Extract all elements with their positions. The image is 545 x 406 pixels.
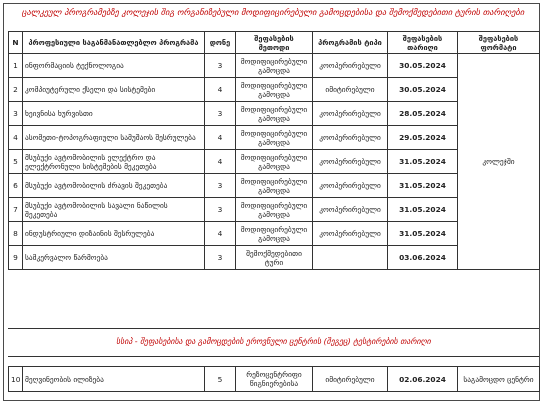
header-program: პროფესიული საგანმანათლებლო პროგრამა <box>23 32 205 54</box>
row-program: მსუბუქი ავტომობილის სავალი ნაწილის შეკეთება <box>23 198 205 222</box>
row-program: მსუბუქი ავტომობილის ძრავის შეკეთება <box>23 174 205 198</box>
table-header-row <box>9 32 540 54</box>
row-num: 9 <box>9 246 23 270</box>
row-credits: 3 <box>205 102 236 126</box>
row-num: 8 <box>9 222 23 246</box>
row-date: 30.05.2024 <box>388 78 458 102</box>
row-program: ხეივნისა ხურვისთი <box>23 102 205 126</box>
row-type: კოოპერირებული <box>313 102 388 126</box>
row-num: 7 <box>9 198 23 222</box>
header-format: შეფასების ფორმატი <box>458 32 540 54</box>
row-method: მოდიფიცირებული გამოცდა <box>236 198 313 222</box>
row-method: მოდიფიცირებული გამოცდა <box>236 126 313 150</box>
row-date: 30.05.2024 <box>388 54 458 78</box>
row-date: 28.05.2024 <box>388 102 458 126</box>
schedule-table-2 <box>8 366 540 392</box>
header-method: შეფასების მეთოდი <box>236 32 313 54</box>
row-type <box>313 246 388 270</box>
row-credits: 4 <box>205 222 236 246</box>
row-type: კოოპერირებული <box>313 198 388 222</box>
row-type: კოოპერირებული <box>313 126 388 150</box>
row-credits: 4 <box>205 150 236 174</box>
row-date: 31.05.2024 <box>388 150 458 174</box>
row-date: 03.06.2024 <box>388 246 458 270</box>
table-row <box>9 54 540 78</box>
section-divider <box>8 356 539 357</box>
section-divider <box>8 328 539 329</box>
row-method: მოდიფიცირებული გამოცდა <box>236 78 313 102</box>
header-date: შეფასების თარიღი <box>388 32 458 54</box>
row-method: მოდიფიცირებული გამოცდა <box>236 150 313 174</box>
row-method: მოდიფიცირებული გამოცდა <box>236 54 313 78</box>
row-num: 4 <box>9 126 23 150</box>
row-num: 10 <box>9 367 23 392</box>
row-type: კოოპერირებული <box>313 54 388 78</box>
row-credits: 3 <box>205 174 236 198</box>
row-type: კოოპერირებული <box>313 222 388 246</box>
row-credits: 4 <box>205 78 236 102</box>
row-date: 31.05.2024 <box>388 222 458 246</box>
row-num: 5 <box>9 150 23 174</box>
row-credits: 3 <box>205 198 236 222</box>
row-program: კომპიუტერული ქსელი და სისტემები <box>23 78 205 102</box>
format-cell: კოლეჯში <box>458 54 540 270</box>
row-method: მოდიფიცირებული გამოცდა <box>236 174 313 198</box>
header-credits: დონე <box>205 32 236 54</box>
row-num: 1 <box>9 54 23 78</box>
row-credits: 5 <box>205 367 236 392</box>
page-title: ცალკეულ პროგრამებზე კოლეჯის შიგ ორგანიზებული მოდიფიცირებული გამოცდებისა და შემოქმედებითი ტურის თარიღები <box>21 7 525 17</box>
table-row <box>9 367 540 392</box>
row-type: კოოპერირებული <box>313 174 388 198</box>
row-method: შემოქმედებითი ტური <box>236 246 313 270</box>
row-type: იმიტირებული <box>313 367 388 392</box>
row-program: სამკერვალო წარმოება <box>23 246 205 270</box>
header-num: N <box>9 32 23 54</box>
row-num: 3 <box>9 102 23 126</box>
row-format: საგამოცდო ცენტრი <box>458 367 540 392</box>
row-type: იმიტირებული <box>313 78 388 102</box>
row-method: მოდიფიცირებული გამოცდა <box>236 222 313 246</box>
header-type: პროგრამის ტიპი <box>313 32 388 54</box>
row-program: ინდუსტრიული დიზაინის შესრულება <box>23 222 205 246</box>
row-program: მეღვინეობის ილიზება <box>23 367 205 392</box>
row-program: მსუბუქი ავტომობილის ელექტრო და ელექტრონული სისტემების მეკეთება <box>23 150 205 174</box>
row-type: კოოპერირებული <box>313 150 388 174</box>
row-program: ინფორმაციის ტექნოლოგია <box>23 54 205 78</box>
row-num: 6 <box>9 174 23 198</box>
section2-title: სსიპ - შეფასებისა და გამოცდების ეროვნული ცენტრის (შეგეც) ტესტირების თარიღი <box>116 337 431 346</box>
schedule-table <box>8 31 540 270</box>
row-credits: 3 <box>205 54 236 78</box>
row-date: 29.05.2024 <box>388 126 458 150</box>
row-credits: 3 <box>205 246 236 270</box>
row-date: 02.06.2024 <box>388 367 458 392</box>
row-date: 31.05.2024 <box>388 174 458 198</box>
row-credits: 4 <box>205 126 236 150</box>
row-date: 31.05.2024 <box>388 198 458 222</box>
row-program: ასომეთი-ტოპოგრაფიული სამუშაოს შესრულება <box>23 126 205 150</box>
row-num: 2 <box>9 78 23 102</box>
row-method: მოდიფიცირებული გამოცდა <box>236 102 313 126</box>
row-method: რეზოცენტრიფი წიგნიერებისა <box>236 367 313 392</box>
